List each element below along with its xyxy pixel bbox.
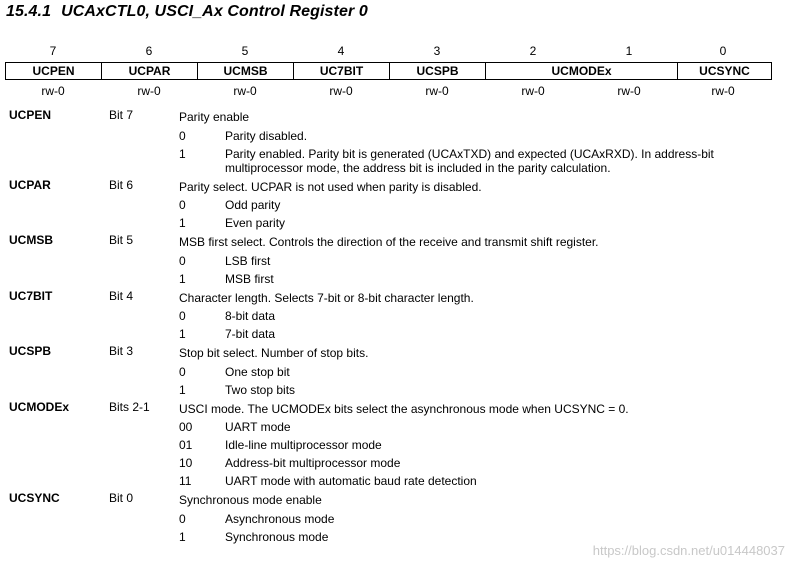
register-field-cell: UC7BIT bbox=[294, 63, 390, 80]
bit-number: 6 bbox=[145, 44, 153, 58]
value-code: 0 bbox=[179, 128, 186, 143]
field-bits: Bit 0 bbox=[109, 491, 134, 505]
field-ucspb bbox=[9, 344, 779, 399]
value-text: UART mode bbox=[225, 420, 291, 434]
value-text: One stop bit bbox=[225, 364, 290, 379]
value-code: 01 bbox=[179, 438, 193, 452]
value-text: Parity enabled. Parity bit is generated (UCAxTXD) and expected (UCAxRXD). In address-bit multiprocessor mode, the address bit is included in the parity calculation. bbox=[225, 146, 714, 175]
field-name: UCMODEx bbox=[9, 399, 70, 414]
field-description: Stop bit select. Number of stop bits. bbox=[179, 346, 369, 360]
field-bits: Bit 6 bbox=[109, 177, 134, 192]
value-code: 1 bbox=[179, 271, 186, 286]
bit-number: 1 bbox=[625, 44, 633, 58]
value-row bbox=[179, 252, 779, 270]
field-uc7bit bbox=[9, 289, 779, 344]
access-type: rw-0 bbox=[329, 84, 353, 98]
bit-number: 3 bbox=[433, 44, 441, 58]
value-text: Asynchronous mode bbox=[225, 511, 335, 526]
value-row bbox=[179, 472, 779, 490]
value-code: 1 bbox=[179, 529, 186, 544]
value-code: 1 bbox=[179, 146, 186, 161]
register-field-cell: UCSPB bbox=[390, 63, 486, 80]
access-type: rw-0 bbox=[137, 84, 161, 98]
field-description: Parity select. UCPAR is not used when parity is disabled. bbox=[179, 179, 482, 194]
field-name: UCPAR bbox=[9, 177, 51, 192]
bit-number-row bbox=[5, 44, 771, 58]
value-row bbox=[179, 436, 779, 454]
value-row bbox=[179, 307, 779, 325]
value-code: 1 bbox=[179, 216, 186, 230]
value-text: 8-bit data bbox=[225, 309, 276, 323]
bit-number: 0 bbox=[719, 44, 727, 58]
field-bits: Bits 2-1 bbox=[109, 399, 150, 414]
value-row bbox=[179, 363, 779, 381]
value-row bbox=[179, 510, 779, 528]
value-text: Odd parity bbox=[225, 198, 281, 212]
field-ucpen bbox=[9, 108, 779, 177]
field-bits: Bit 5 bbox=[109, 233, 134, 247]
field-description: USCI mode. The UCMODEx bits select the asynchronous mode when UCSYNC = 0. bbox=[179, 401, 629, 416]
field-ucmsb bbox=[9, 233, 779, 288]
field-description: Character length. Selects 7-bit or 8-bit character length. bbox=[179, 290, 474, 305]
value-row bbox=[179, 270, 779, 288]
value-row bbox=[179, 381, 779, 399]
section-number: 15.4.1 bbox=[6, 3, 52, 20]
value-code: 11 bbox=[179, 474, 192, 488]
register-field-cell: UCMSB bbox=[198, 63, 294, 80]
field-ucpar bbox=[9, 178, 779, 233]
value-text: Two stop bits bbox=[225, 382, 296, 397]
field-bits: Bit 4 bbox=[109, 288, 134, 303]
watermark: https://blog.csdn.net/u014448037 bbox=[592, 543, 785, 558]
section-heading bbox=[6, 3, 368, 21]
bit-number: 5 bbox=[241, 44, 249, 58]
access-type: rw-0 bbox=[425, 84, 449, 98]
register-field-cell: UCMODEx bbox=[486, 63, 678, 80]
bit-number: 7 bbox=[49, 44, 57, 58]
value-text: UART mode with automatic baud rate detection bbox=[225, 474, 477, 488]
value-code: 0 bbox=[179, 511, 186, 526]
value-row bbox=[179, 454, 779, 472]
access-type: rw-0 bbox=[521, 84, 545, 98]
value-code: 1 bbox=[179, 382, 186, 397]
field-descriptions bbox=[9, 108, 779, 547]
value-row bbox=[179, 196, 779, 214]
field-description: Synchronous mode enable bbox=[179, 493, 322, 507]
value-code: 1 bbox=[179, 327, 186, 341]
access-type: rw-0 bbox=[617, 84, 641, 98]
value-text: Idle-line multiprocessor mode bbox=[225, 438, 382, 452]
field-name: UC7BIT bbox=[9, 288, 53, 303]
value-text: MSB first bbox=[225, 271, 274, 286]
register-field-cell: UCPAR bbox=[102, 63, 198, 80]
value-text: Synchronous mode bbox=[225, 529, 329, 544]
field-bits: Bit 3 bbox=[109, 344, 134, 358]
field-bits: Bit 7 bbox=[109, 108, 134, 122]
value-code: 0 bbox=[179, 364, 186, 379]
value-row bbox=[179, 145, 779, 177]
value-row bbox=[179, 325, 779, 343]
value-text: Address-bit multiprocessor mode bbox=[225, 456, 401, 470]
field-name: UCSYNC bbox=[9, 491, 60, 505]
value-code: 10 bbox=[179, 456, 193, 470]
value-row bbox=[179, 214, 779, 232]
register-field-cell: UCSYNC bbox=[678, 63, 772, 80]
access-type: rw-0 bbox=[711, 84, 735, 98]
register-diagram bbox=[5, 62, 772, 80]
value-text: Parity disabled. bbox=[225, 128, 308, 143]
value-code: 0 bbox=[179, 309, 186, 323]
value-row bbox=[179, 127, 779, 145]
value-code: 00 bbox=[179, 420, 193, 434]
access-type: rw-0 bbox=[233, 84, 257, 98]
value-code: 0 bbox=[179, 198, 186, 212]
value-code: 0 bbox=[179, 253, 186, 268]
bit-number: 2 bbox=[529, 44, 537, 58]
field-ucmodex bbox=[9, 400, 779, 491]
bit-number: 4 bbox=[337, 44, 345, 58]
value-text: 7-bit data bbox=[225, 327, 276, 341]
field-name: UCPEN bbox=[9, 108, 52, 122]
register-field-cell: UCPEN bbox=[6, 63, 102, 80]
field-name: UCSPB bbox=[9, 344, 52, 358]
value-text: LSB first bbox=[225, 253, 271, 268]
access-type: rw-0 bbox=[41, 84, 65, 98]
value-text: Even parity bbox=[225, 216, 286, 230]
field-name: UCMSB bbox=[9, 233, 53, 247]
field-description: MSB first select. Controls the direction of the receive and transmit shift register. bbox=[179, 235, 599, 249]
field-description: Parity enable bbox=[179, 110, 250, 124]
value-row bbox=[179, 418, 779, 436]
section-title: UCAxCTL0, USCI_Ax Control Register 0 bbox=[61, 3, 368, 20]
access-row bbox=[5, 84, 771, 98]
field-ucsync bbox=[9, 491, 779, 546]
